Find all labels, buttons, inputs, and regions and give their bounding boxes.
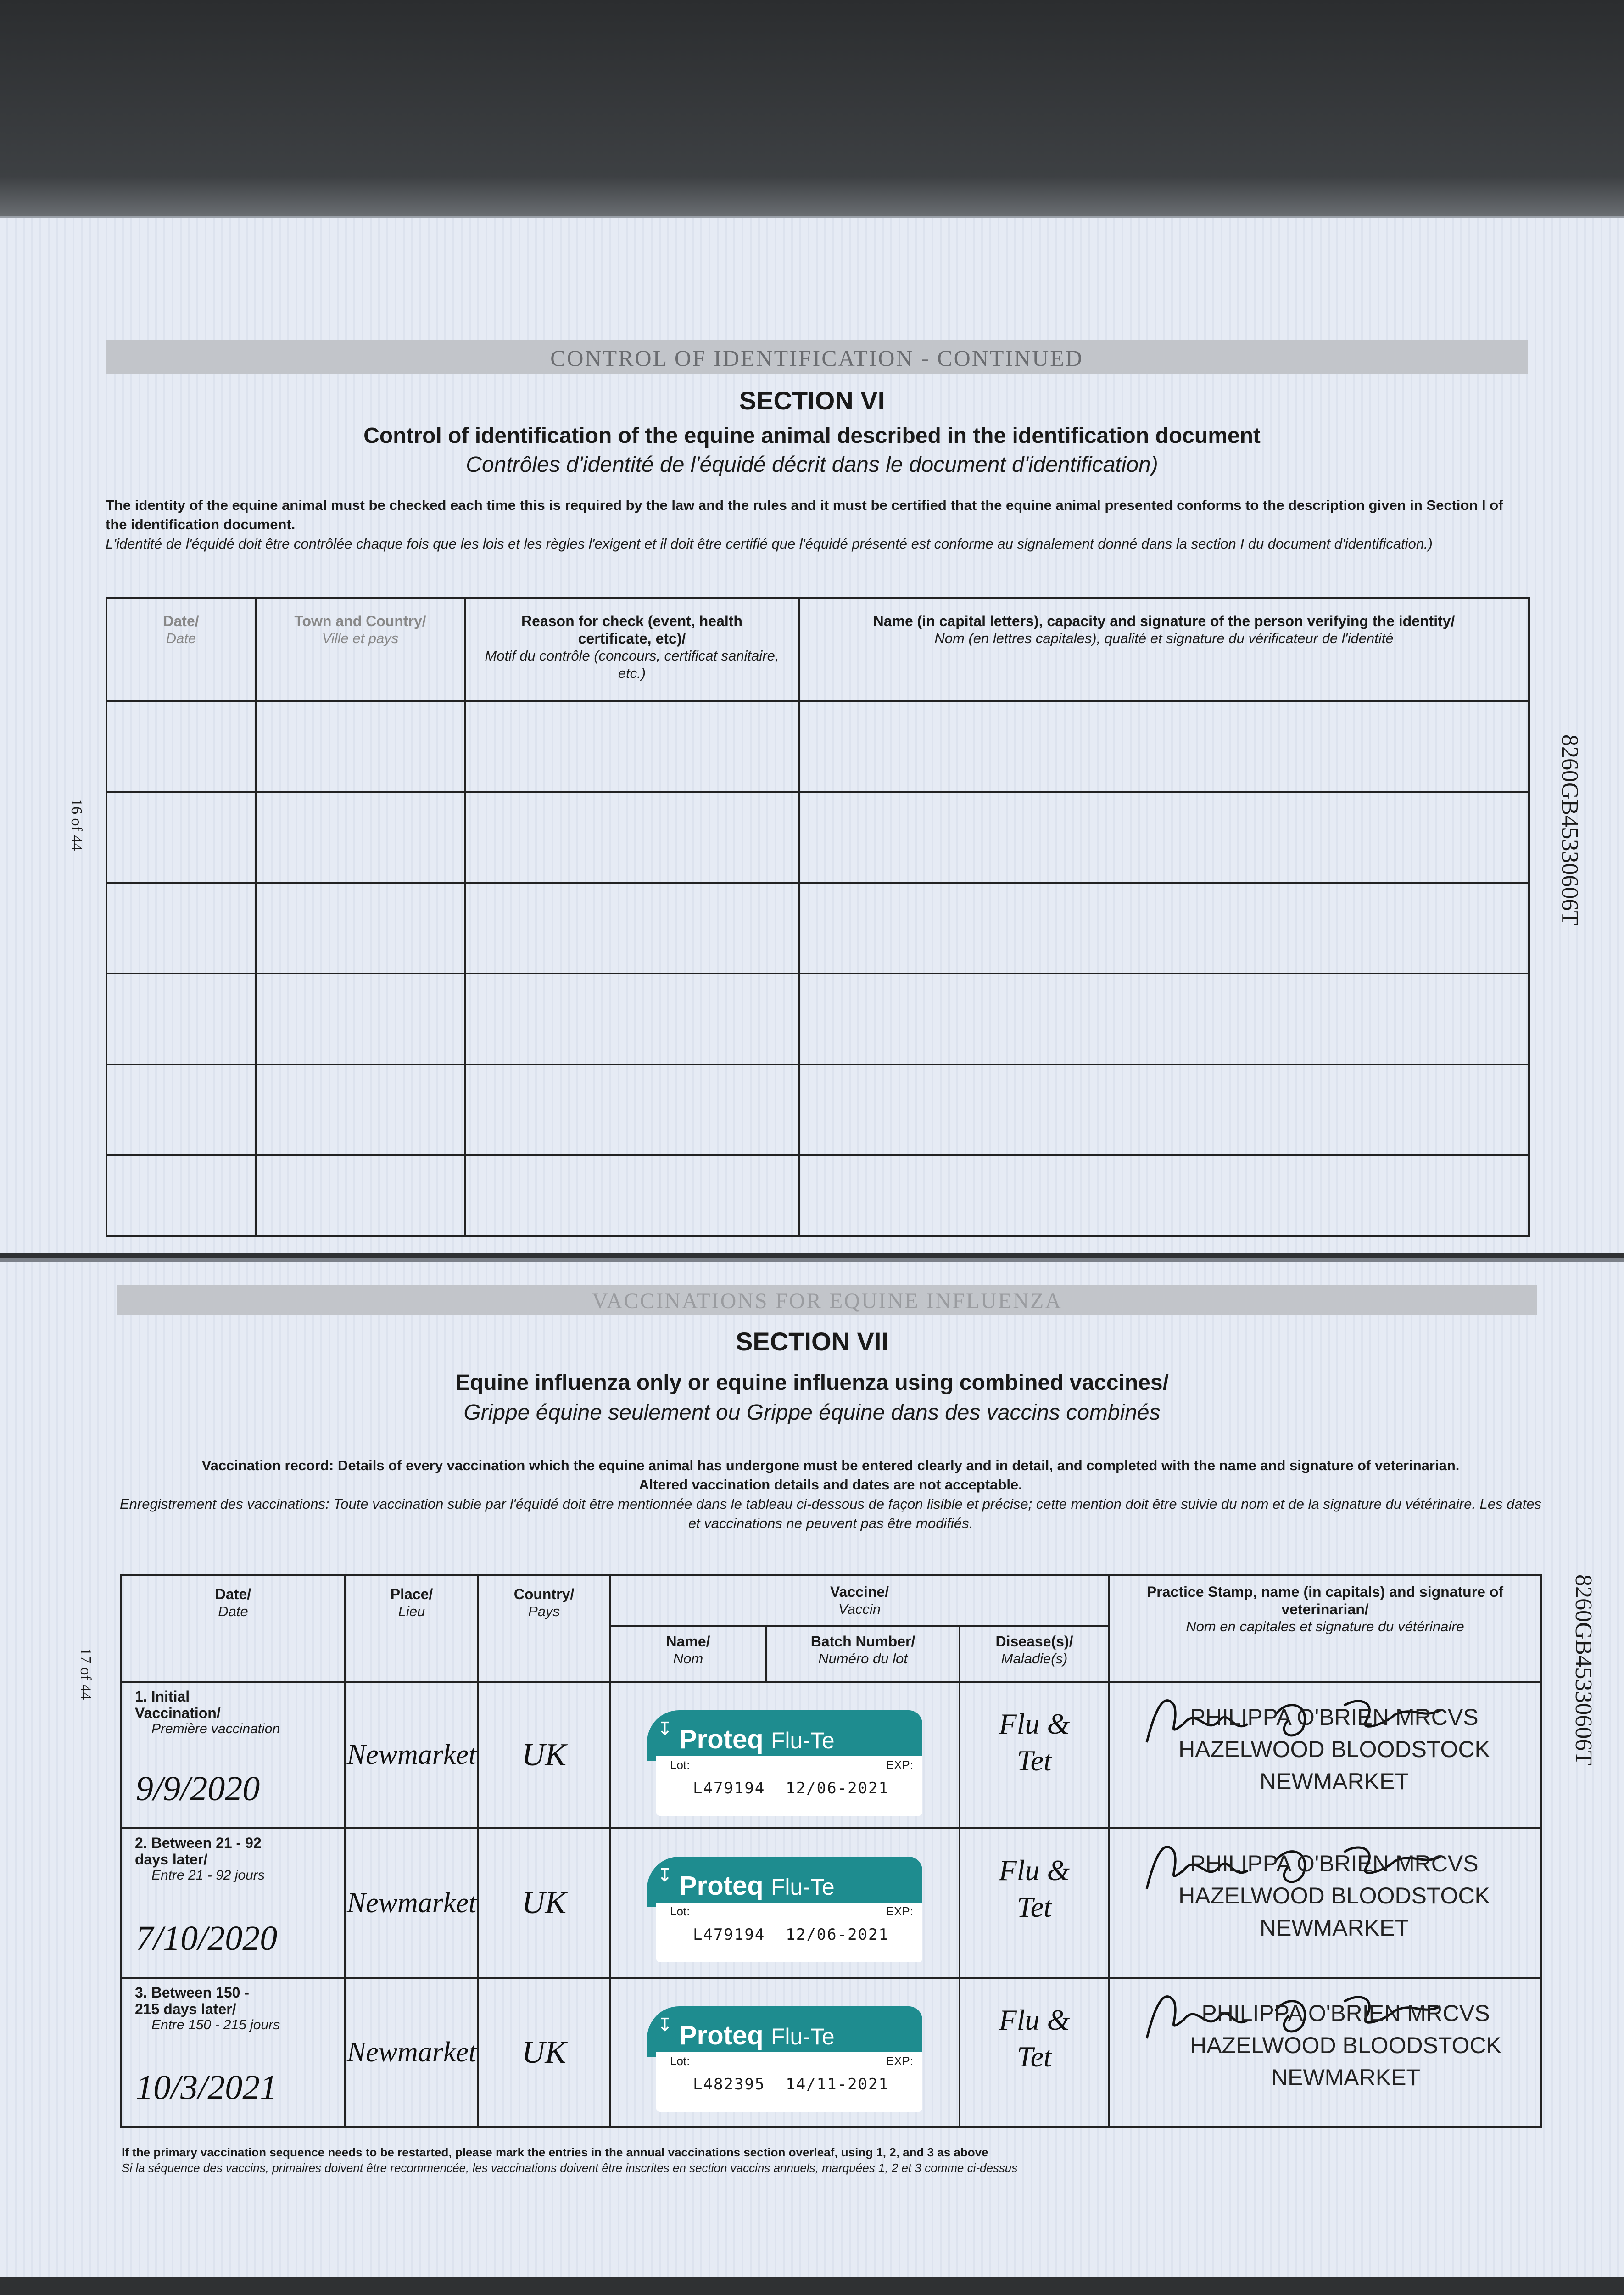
practice-name: HAZELWOOD BLOODSTOCK [1178, 1883, 1490, 1909]
exp-label: EXP: [886, 1758, 913, 1772]
footer-note-fr: Si la séquence des vaccins, primaires doivent être recommencée, les vaccinations doivent être inscrites en section vaccins annuels, marquées 1, 2 et 3 comme ci-dessus [122, 2161, 1018, 2175]
arrow-icon: ↧ [657, 1865, 673, 1886]
vaccine-sticker [647, 1710, 922, 1818]
vaccination-row [121, 1828, 1541, 1978]
lot-label: Lot: [670, 2054, 690, 2068]
empty-cell[interactable] [465, 974, 799, 1064]
col-date-fr: Date [166, 630, 196, 646]
instruction-en: The identity of the equine animal must be checked each time this is required by the law and the rules and it must be certified that the equine animal presented conforms to the description given in Section I of the identification document. [106, 497, 1503, 532]
country-cell [478, 1682, 610, 1828]
col-reason: Reason for check (event, health certificate, etc)/ [521, 613, 742, 647]
country-cell [478, 1828, 610, 1978]
stamp-cell [1109, 1828, 1541, 1978]
col-vaccine: Vaccine/ [830, 1584, 889, 1600]
disease-cell [960, 1682, 1109, 1828]
vaccine-sticker [647, 2006, 922, 2114]
table-header [106, 598, 1529, 701]
col-disease-fr: Maladie(s) [1001, 1651, 1068, 1667]
col-verifier-fr: Nom (en lettres capitales), qualité et signature du vérificateur de l'identité [934, 630, 1394, 646]
place: Newmarket [346, 1739, 477, 1770]
practice-town: NEWMARKET [1260, 1915, 1409, 1941]
table-row [106, 1155, 1529, 1236]
dose-label-fr: Première vaccination [151, 1721, 280, 1736]
vaccination-row [121, 1682, 1541, 1828]
practice-name: HAZELWOOD BLOODSTOCK [1178, 1736, 1490, 1762]
scanner-background [0, 0, 1624, 220]
empty-cell[interactable] [106, 792, 256, 883]
empty-cell[interactable] [799, 792, 1529, 883]
disease-cell [960, 1828, 1109, 1978]
vaccination-row [121, 1978, 1541, 2127]
page-number: 16 of 44 [68, 799, 85, 851]
instruction-en-2: Altered vaccination details and dates are not acceptable. [639, 1477, 1022, 1493]
empty-cell[interactable] [106, 974, 256, 1064]
col-date: Date/ [163, 613, 199, 629]
dose-label: 1. Initial Vaccination/ [135, 1688, 221, 1721]
lot-number: L479194 [693, 1779, 765, 1797]
empty-cell[interactable] [465, 701, 799, 792]
empty-cell[interactable] [106, 1064, 256, 1155]
vaccine-product: Flu-Te [770, 1874, 835, 1900]
stamp-cell [1109, 1682, 1541, 1828]
col-country: Country/ [513, 1586, 575, 1602]
col-place: Place/ [390, 1586, 433, 1602]
empty-cell[interactable] [256, 974, 465, 1064]
col-reason-fr: Motif du contrôle (concours, certificat sanitaire, etc.) [485, 648, 779, 681]
empty-cell[interactable] [256, 1064, 465, 1155]
col-stamp: Practice Stamp, name (in capitals) and signature of veterinarian/ [1146, 1584, 1504, 1618]
col-date: Date/ [215, 1586, 251, 1602]
footer-note-en: If the primary vaccination sequence needs to be restarted, please mark the entries in the annual vaccinations section overleaf, using 1, 2, and 3 as above [122, 2145, 988, 2159]
vaccine-product: Flu-Te [770, 1728, 835, 1753]
section-banner: VACCINATIONS FOR EQUINE INFLUENZA [117, 1285, 1537, 1315]
empty-cell[interactable] [465, 1064, 799, 1155]
practice-town: NEWMARKET [1271, 2065, 1420, 2090]
document-code: 8260GB45330606T [1570, 1574, 1596, 1765]
table-row [106, 701, 1529, 792]
exp-label: EXP: [886, 1904, 913, 1918]
col-disease: Disease(s)/ [995, 1633, 1073, 1650]
empty-cell[interactable] [256, 792, 465, 883]
section-title: Equine influenza only or equine influenza using combined vaccines/ [455, 1371, 1169, 1395]
disease: Flu & Tet [999, 2004, 1070, 2073]
empty-cell[interactable] [799, 701, 1529, 792]
stamp-cell [1109, 1978, 1541, 2127]
page-number: 17 of 44 [77, 1648, 94, 1700]
lot-label: Lot: [670, 1904, 690, 1918]
empty-cell[interactable] [256, 883, 465, 974]
col-place-fr: Lieu [398, 1603, 425, 1619]
vaccination-date: 9/9/2020 [136, 1769, 260, 1808]
expiry-date: 14/11-2021 [786, 2075, 889, 2093]
disease: Flu & Tet [999, 1854, 1070, 1923]
vaccine-label-cell [610, 1828, 960, 1978]
date-cell [121, 1828, 345, 1978]
practice-town: NEWMARKET [1260, 1769, 1409, 1794]
country: UK [521, 1885, 567, 1920]
vaccine-brand: Proteq [679, 1724, 764, 1754]
empty-cell[interactable] [256, 701, 465, 792]
table-row [106, 1064, 1529, 1155]
vaccination-date: 7/10/2020 [136, 1919, 278, 1958]
col-vaccine-name-fr: Nom [673, 1651, 703, 1667]
section-heading: SECTION VI [739, 386, 885, 415]
vet-name: PHILIPPA O'BRIEN MRCVS [1190, 1851, 1479, 1876]
arrow-icon: ↧ [657, 1719, 673, 1739]
col-vaccine-name: Name/ [666, 1633, 710, 1650]
col-town-country-fr: Ville et pays [322, 630, 399, 646]
empty-cell[interactable] [106, 883, 256, 974]
section-title: Control of identification of the equine animal described in the identification document [363, 424, 1261, 448]
country-cell [478, 1978, 610, 2127]
vaccine-brand: Proteq [679, 2021, 764, 2050]
col-verifier: Name (in capital letters), capacity and signature of the person verifying the identity/ [873, 613, 1455, 629]
place-cell [345, 1978, 478, 2127]
dose-label: 2. Between 21 - 92 days later/ [135, 1835, 262, 1868]
dose-label: 3. Between 150 - 215 days later/ [135, 1984, 249, 2017]
empty-cell[interactable] [465, 792, 799, 883]
table-row [106, 974, 1529, 1064]
vaccination-table [120, 1574, 1542, 2128]
empty-cell[interactable] [799, 1064, 1529, 1155]
vet-name: PHILIPPA O'BRIEN MRCVS [1190, 1704, 1479, 1730]
table-row [106, 883, 1529, 974]
vaccination-date: 10/3/2021 [136, 2068, 278, 2107]
disease: Flu & Tet [999, 1707, 1070, 1777]
vaccine-label-cell [610, 1682, 960, 1828]
vaccine-label-cell [610, 1978, 960, 2127]
section-title-fr: Contrôles d'identité de l'équidé décrit dans le document d'identification) [466, 453, 1158, 477]
vet-name: PHILIPPA O'BRIEN MRCVS [1201, 2000, 1490, 2026]
expiry-date: 12/06-2021 [786, 1779, 889, 1797]
section-banner: CONTROL OF IDENTIFICATION - CONTINUED [106, 340, 1528, 374]
country: UK [521, 2034, 567, 2070]
place-cell [345, 1828, 478, 1978]
practice-name: HAZELWOOD BLOODSTOCK [1190, 2032, 1501, 2058]
empty-cell[interactable] [256, 1155, 465, 1236]
section-heading: SECTION VII [736, 1327, 888, 1356]
identification-check-table [106, 597, 1530, 1237]
instruction-fr: Enregistrement des vaccinations: Toute vaccination subie par l'équidé doit être mentionnée dans le tableau ci-dessous de façon lisible et précise; cette mention doit être suivie du nom et de la signature du vétérinaire. Les dates et vaccinations ne peuvent pas être modifiés. [119, 1496, 1541, 1531]
date-cell [121, 1682, 345, 1828]
empty-cell[interactable] [799, 883, 1529, 974]
document-code: 8260GB45330606T [1557, 734, 1583, 925]
empty-cell[interactable] [465, 883, 799, 974]
arrow-icon: ↧ [657, 2015, 673, 2035]
lot-number: L482395 [693, 2075, 765, 2093]
empty-cell[interactable] [799, 974, 1529, 1064]
vaccine-sticker [647, 1857, 922, 1965]
dose-label-fr: Entre 150 - 215 jours [151, 2017, 280, 2032]
section-title-fr: Grippe équine seulement ou Grippe équine dans des vaccins combinés [463, 1400, 1161, 1425]
table-row [106, 792, 1529, 883]
lot-number: L479194 [693, 1926, 765, 1944]
instruction-en: Vaccination record: Details of every vaccination which the equine animal has undergone must be entered clearly and in detail, and completed with the name and signature of veterinarian. [201, 1457, 1460, 1473]
exp-label: EXP: [886, 2054, 913, 2068]
empty-cell[interactable] [465, 1155, 799, 1236]
vaccine-product: Flu-Te [770, 2024, 835, 2049]
date-cell [121, 1978, 345, 2127]
col-batch-fr: Numéro du lot [818, 1651, 908, 1667]
place: Newmarket [346, 1887, 477, 1919]
lot-label: Lot: [670, 1758, 690, 1772]
col-stamp-fr: Nom en capitales et signature du vétérinaire [1186, 1618, 1464, 1634]
empty-cell[interactable] [106, 1155, 256, 1236]
instruction-fr: L'identité de l'équidé doit être contrôlée chaque fois que les lois et les règles l'exigent et il doit être certifié que l'équidé présenté est conforme au signalement donné dans la section I du document d'identification.) [106, 536, 1433, 552]
col-batch: Batch Number/ [810, 1633, 915, 1650]
place-cell [345, 1682, 478, 1828]
empty-cell[interactable] [799, 1155, 1529, 1236]
empty-cell[interactable] [106, 701, 256, 792]
col-country-fr: Pays [528, 1603, 560, 1619]
vaccine-brand: Proteq [679, 1871, 764, 1901]
dose-label-fr: Entre 21 - 92 jours [151, 1868, 265, 1883]
disease-cell [960, 1978, 1109, 2127]
place: Newmarket [346, 2037, 477, 2068]
country: UK [521, 1737, 567, 1773]
col-town-country: Town and Country/ [294, 613, 426, 629]
col-vaccine-fr: Vaccin [838, 1601, 881, 1617]
expiry-date: 12/06-2021 [786, 1926, 889, 1944]
col-date-fr: Date [218, 1603, 248, 1619]
